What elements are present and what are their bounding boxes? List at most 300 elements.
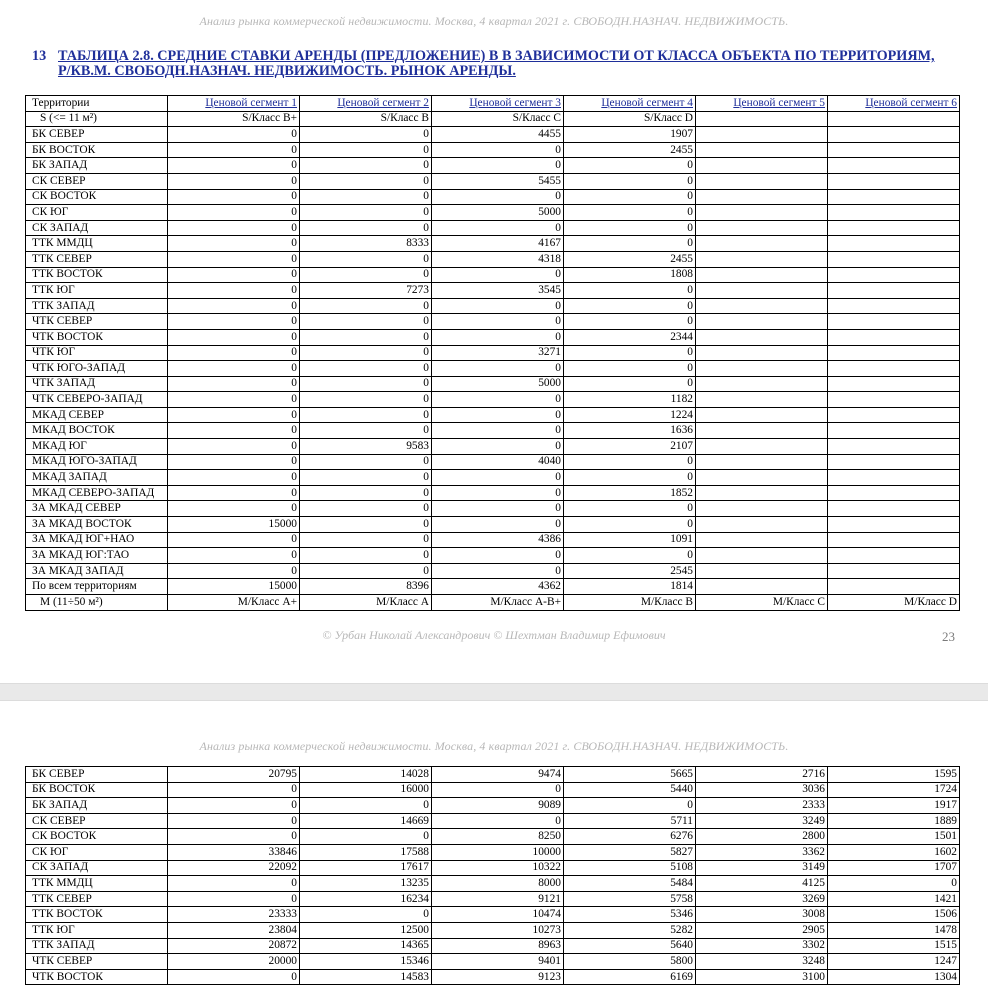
rate-cell (696, 236, 828, 252)
territory-label: ТТК СЕВЕР (26, 251, 168, 267)
rate-cell (828, 439, 960, 455)
rate-cell: 0 (300, 251, 432, 267)
rate-cell: 2800 (696, 829, 828, 845)
rate-cell: 0 (300, 501, 432, 517)
rate-cell: 7273 (300, 283, 432, 299)
territory-label: СК ЮГ (26, 205, 168, 221)
territory-label: ТТК ВОСТОК (26, 267, 168, 283)
table-row (26, 298, 960, 314)
rate-cell: 0 (564, 173, 696, 189)
rate-cell: 0 (432, 361, 564, 377)
rate-cell: 0 (168, 813, 300, 829)
rate-cell: 0 (168, 127, 300, 143)
table-row (26, 423, 960, 439)
rate-cell: 0 (300, 205, 432, 221)
rate-cell: 15346 (300, 954, 432, 970)
territory-label: ЧТК ЗАПАД (26, 376, 168, 392)
rate-cell: 16000 (300, 782, 432, 798)
rate-cell (696, 407, 828, 423)
rate-cell: 14669 (300, 813, 432, 829)
territory-label: БК ЗАПАД (26, 158, 168, 174)
rate-cell: 5108 (564, 860, 696, 876)
rate-cell: 10322 (432, 860, 564, 876)
table-row (26, 501, 960, 517)
rate-cell: 0 (168, 969, 300, 985)
rate-cell: 0 (432, 501, 564, 517)
rate-cell: 5827 (564, 844, 696, 860)
rate-cell: 0 (168, 485, 300, 501)
rate-cell (696, 532, 828, 548)
rate-cell: 0 (300, 314, 432, 330)
rate-cell: 23804 (168, 922, 300, 938)
table-row (26, 454, 960, 470)
rate-cell: 8963 (432, 938, 564, 954)
rate-cell (828, 267, 960, 283)
rate-cell: 4167 (432, 236, 564, 252)
rate-cell: 5640 (564, 938, 696, 954)
territory-label: БК ВОСТОК (26, 142, 168, 158)
territory-label: ТТК ММДЦ (26, 236, 168, 252)
rate-cell: 0 (564, 798, 696, 814)
table-row (26, 563, 960, 579)
rate-cell: 0 (300, 142, 432, 158)
rate-cell (828, 407, 960, 423)
rate-cell (828, 501, 960, 517)
rate-cell: 5000 (432, 205, 564, 221)
column-header-territory: Территории (26, 96, 168, 112)
rate-cell: 8000 (432, 876, 564, 892)
rate-cell: 0 (564, 345, 696, 361)
rate-cell: 15000 (168, 517, 300, 533)
rate-cell: 2344 (564, 329, 696, 345)
rate-cell: 8250 (432, 829, 564, 845)
rate-cell: 1808 (564, 267, 696, 283)
rate-cell (696, 361, 828, 377)
rate-cell: 0 (564, 205, 696, 221)
rate-cell (828, 298, 960, 314)
rate-cell: 0 (300, 454, 432, 470)
rate-cell: 0 (168, 470, 300, 486)
rate-cell: 0 (564, 189, 696, 205)
size-label: S (<= 11 м²) (26, 111, 168, 127)
territory-label: ЧТК СЕВЕР (26, 954, 168, 970)
rate-cell: 4318 (432, 251, 564, 267)
rate-cell: 1304 (828, 969, 960, 985)
rate-cell (696, 548, 828, 564)
rate-cell: 1247 (828, 954, 960, 970)
rate-cell: 4386 (432, 532, 564, 548)
rate-cell (828, 392, 960, 408)
rate-cell (828, 423, 960, 439)
rate-cell: 4362 (432, 579, 564, 595)
table-row (26, 127, 960, 143)
rate-cell: 2905 (696, 922, 828, 938)
table-row (26, 329, 960, 345)
rate-cell: 0 (300, 361, 432, 377)
territory-label: СК СЕВЕР (26, 173, 168, 189)
rate-cell (828, 361, 960, 377)
rate-cell (828, 470, 960, 486)
rate-cell: 5346 (564, 907, 696, 923)
table-row (26, 844, 960, 860)
table-row (26, 205, 960, 221)
rate-cell: 2455 (564, 251, 696, 267)
table-row (26, 236, 960, 252)
rate-cell (828, 579, 960, 595)
table-row (26, 361, 960, 377)
rate-cell (828, 532, 960, 548)
rate-cell: 0 (168, 392, 300, 408)
rate-cell: 5000 (432, 376, 564, 392)
rate-cell: 13235 (300, 876, 432, 892)
rate-cell (828, 314, 960, 330)
table-row (26, 798, 960, 814)
rate-cell: 5455 (432, 173, 564, 189)
territory-label: БК ВОСТОК (26, 782, 168, 798)
rate-cell: 0 (168, 563, 300, 579)
rate-cell (828, 205, 960, 221)
rate-cell: 1814 (564, 579, 696, 595)
rate-cell: 0 (564, 283, 696, 299)
rate-cell: 0 (300, 298, 432, 314)
rate-cell (696, 314, 828, 330)
table-row (26, 548, 960, 564)
table-row (26, 485, 960, 501)
territory-label: МКАД ЮГО-ЗАПАД (26, 454, 168, 470)
rate-cell: 0 (168, 267, 300, 283)
rate-cell: 10273 (432, 922, 564, 938)
rate-cell: 0 (168, 376, 300, 392)
territory-label: СК ЮГ (26, 844, 168, 860)
rate-cell: 0 (300, 189, 432, 205)
territory-label: СК ВОСТОК (26, 189, 168, 205)
rate-cell: 5758 (564, 891, 696, 907)
territory-label: ЗА МКАД ВОСТОК (26, 517, 168, 533)
rate-cell: 0 (564, 454, 696, 470)
rate-cell (696, 127, 828, 143)
rate-cell: 0 (432, 189, 564, 205)
rate-cell: 1224 (564, 407, 696, 423)
rate-cell (828, 517, 960, 533)
rate-cell: 5665 (564, 767, 696, 783)
rate-cell: 0 (300, 376, 432, 392)
rate-cell: 4040 (432, 454, 564, 470)
price-segment-link[interactable]: Ценовой сегмент 6 (828, 96, 960, 112)
class-row-m (26, 595, 960, 611)
rate-cell: 0 (168, 532, 300, 548)
rate-cell: 1889 (828, 813, 960, 829)
rate-cell (828, 158, 960, 174)
table-row (26, 938, 960, 954)
rate-cell: 0 (564, 517, 696, 533)
rate-cell: 12500 (300, 922, 432, 938)
rate-cell: 0 (432, 407, 564, 423)
rate-cell: 3302 (696, 938, 828, 954)
title-line-2[interactable]: Р/КВ.М. СВОБОДН.НАЗНАЧ. НЕДВИЖИМОСТЬ. РЫНОК АРЕНДЫ. (58, 63, 516, 79)
table-row (26, 220, 960, 236)
rate-cell: 1636 (564, 423, 696, 439)
rate-cell (696, 345, 828, 361)
territory-label: ЧТК ВОСТОК (26, 329, 168, 345)
price-segment-link[interactable]: Ценовой сегмент 2 (300, 96, 432, 112)
size-label: М (11÷50 м²) (26, 595, 168, 611)
rate-cell: 6169 (564, 969, 696, 985)
territory-label: ТТК ЮГ (26, 922, 168, 938)
table-row (26, 267, 960, 283)
rate-cell: 0 (432, 485, 564, 501)
rate-cell (696, 283, 828, 299)
rate-cell: 8333 (300, 236, 432, 252)
page-header-2: Анализ рынка коммерческой недвижимости. Москва, 4 квартал 2021 г. СВОБОДН.НАЗНАЧ. НЕДВИЖИМОСТЬ. (199, 739, 789, 753)
rate-cell (696, 485, 828, 501)
rate-cell (828, 563, 960, 579)
rate-cell: 0 (300, 470, 432, 486)
rate-cell: 6276 (564, 829, 696, 845)
rate-cell (828, 173, 960, 189)
rate-cell: 1595 (828, 767, 960, 783)
rate-cell: 0 (168, 454, 300, 470)
rate-cell (696, 517, 828, 533)
rate-cell: 0 (432, 423, 564, 439)
rate-cell: 10000 (432, 844, 564, 860)
rate-cell: 0 (168, 283, 300, 299)
territory-label: ТТК СЕВЕР (26, 891, 168, 907)
table-row (26, 158, 960, 174)
rate-cell: 0 (828, 876, 960, 892)
rate-cell (696, 205, 828, 221)
table-row (26, 142, 960, 158)
class-label: М/Класс С (696, 595, 828, 611)
rate-cell: 0 (168, 798, 300, 814)
table-row (26, 922, 960, 938)
rate-cell: 0 (168, 158, 300, 174)
rate-cell: 9089 (432, 798, 564, 814)
rate-cell (828, 236, 960, 252)
rate-cell: 0 (432, 142, 564, 158)
rent-rates-table (25, 95, 960, 611)
class-label (828, 111, 960, 127)
territory-label: ТТК ВОСТОК (26, 907, 168, 923)
table-row (26, 392, 960, 408)
rate-cell (828, 283, 960, 299)
class-label: S/Класс В+ (168, 111, 300, 127)
rate-cell: 17588 (300, 844, 432, 860)
rate-cell: 0 (168, 314, 300, 330)
rate-cell (828, 345, 960, 361)
table-row (26, 439, 960, 455)
rate-cell: 20795 (168, 767, 300, 783)
page-footer: © Урбан Николай Александрович © Шехтман Владимир Ефимович (322, 628, 666, 642)
table-row (26, 767, 960, 783)
rate-cell: 2716 (696, 767, 828, 783)
table-row (26, 532, 960, 548)
rate-cell (696, 423, 828, 439)
rate-cell: 0 (168, 548, 300, 564)
rent-rates-table-continued (25, 766, 960, 985)
price-segment-link[interactable]: Ценовой сегмент 1 (168, 96, 300, 112)
rate-cell: 0 (300, 548, 432, 564)
territory-label: ЧТК ВОСТОК (26, 969, 168, 985)
class-row-s (26, 111, 960, 127)
rate-cell: 1506 (828, 907, 960, 923)
rate-cell: 0 (432, 158, 564, 174)
rate-cell (696, 439, 828, 455)
class-label: S/Класс В (300, 111, 432, 127)
rate-cell: 0 (300, 563, 432, 579)
rate-cell: 0 (432, 392, 564, 408)
rate-cell: 0 (168, 829, 300, 845)
rate-cell: 1707 (828, 860, 960, 876)
rate-cell: 3100 (696, 969, 828, 985)
rate-cell (696, 142, 828, 158)
rate-cell: 1478 (828, 922, 960, 938)
rate-cell: 0 (300, 829, 432, 845)
rate-cell: 0 (300, 267, 432, 283)
table-row (26, 579, 960, 595)
rate-cell: 0 (168, 345, 300, 361)
rate-cell: 9583 (300, 439, 432, 455)
class-label (696, 111, 828, 127)
table-row (26, 345, 960, 361)
rate-cell: 14028 (300, 767, 432, 783)
rate-cell: 4125 (696, 876, 828, 892)
territory-label: ТТК ММДЦ (26, 876, 168, 892)
page-number: 23 (942, 629, 955, 644)
rate-cell: 0 (168, 251, 300, 267)
table-title (32, 49, 962, 79)
rate-cell: 0 (168, 236, 300, 252)
rate-cell: 0 (168, 782, 300, 798)
rate-cell: 0 (432, 329, 564, 345)
rate-cell: 3362 (696, 844, 828, 860)
rate-cell: 0 (168, 329, 300, 345)
rate-cell: 0 (168, 439, 300, 455)
rate-cell: 10474 (432, 907, 564, 923)
territory-label: МКАД СЕВЕР (26, 407, 168, 423)
table-row (26, 470, 960, 486)
territory-label: СК ЗАПАД (26, 860, 168, 876)
territory-label: ЧТК СЕВЕРО-ЗАПАД (26, 392, 168, 408)
rate-cell: 0 (300, 173, 432, 189)
territory-label: ЧТК ЮГО-ЗАПАД (26, 361, 168, 377)
territory-label: По всем территориям (26, 579, 168, 595)
rate-cell: 5800 (564, 954, 696, 970)
rate-cell: 0 (300, 407, 432, 423)
territory-label: ЗА МКАД СЕВЕР (26, 501, 168, 517)
territory-label: БК СЕВЕР (26, 767, 168, 783)
rate-cell: 1515 (828, 938, 960, 954)
territory-label: ТТК ЗАПАД (26, 938, 168, 954)
table-row (26, 876, 960, 892)
rate-cell: 0 (432, 782, 564, 798)
rate-cell: 1724 (828, 782, 960, 798)
rate-cell (828, 127, 960, 143)
rate-cell: 0 (564, 298, 696, 314)
rate-cell (696, 470, 828, 486)
territory-label: ЧТК ЮГ (26, 345, 168, 361)
table-row (26, 860, 960, 876)
rate-cell: 0 (300, 220, 432, 236)
rate-cell: 2455 (564, 142, 696, 158)
rate-cell: 0 (432, 314, 564, 330)
territory-label: ЗА МКАД ЮГ+НАО (26, 532, 168, 548)
rate-cell: 0 (300, 485, 432, 501)
class-label: S/Класс С (432, 111, 564, 127)
price-segment-link[interactable]: Ценовой сегмент 5 (696, 96, 828, 112)
class-label: М/Класс А-В+ (432, 595, 564, 611)
rate-cell: 0 (564, 236, 696, 252)
table-row (26, 517, 960, 533)
rate-cell: 0 (564, 314, 696, 330)
territory-label: МКАД ЗАПАД (26, 470, 168, 486)
territory-label: ЗА МКАД ЗАПАД (26, 563, 168, 579)
page-header: Анализ рынка коммерческой недвижимости. Москва, 4 квартал 2021 г. СВОБОДН.НАЗНАЧ. НЕДВИЖИМОСТЬ. (199, 14, 789, 28)
table-row (26, 407, 960, 423)
rate-cell: 0 (564, 220, 696, 236)
rate-cell (828, 220, 960, 236)
rate-cell: 0 (300, 798, 432, 814)
rate-cell: 3271 (432, 345, 564, 361)
rate-cell: 0 (432, 439, 564, 455)
class-label: S/Класс D (564, 111, 696, 127)
territory-label: МКАД СЕВЕРО-ЗАПАД (26, 485, 168, 501)
rate-cell (828, 548, 960, 564)
territory-label: СК ЗАПАД (26, 220, 168, 236)
rate-cell: 0 (300, 127, 432, 143)
rate-cell (696, 173, 828, 189)
rate-cell: 0 (564, 548, 696, 564)
table-row (26, 782, 960, 798)
rate-cell: 9123 (432, 969, 564, 985)
rate-cell (696, 376, 828, 392)
territory-label: БК ЗАПАД (26, 798, 168, 814)
rate-cell: 3036 (696, 782, 828, 798)
rate-cell: 20872 (168, 938, 300, 954)
rate-cell: 5282 (564, 922, 696, 938)
rate-cell (696, 220, 828, 236)
rate-cell: 22092 (168, 860, 300, 876)
table-row (26, 829, 960, 845)
rate-cell: 9121 (432, 891, 564, 907)
title-line-1[interactable]: ТАБЛИЦА 2.8. СРЕДНИЕ СТАВКИ АРЕНДЫ (ПРЕДЛОЖЕНИЕ) В В ЗАВИСИМОСТИ ОТ КЛАССА ОБЪЕКТА ПО ТЕРРИТОРИЯМ, (58, 48, 935, 64)
class-label: М/Класс В (564, 595, 696, 611)
rate-cell: 1602 (828, 844, 960, 860)
table-row (26, 189, 960, 205)
price-segment-link[interactable]: Ценовой сегмент 3 (432, 96, 564, 112)
rate-cell: 0 (300, 907, 432, 923)
rate-cell: 2107 (564, 439, 696, 455)
rate-cell: 0 (168, 501, 300, 517)
rate-cell: 0 (168, 361, 300, 377)
rate-cell: 0 (300, 532, 432, 548)
rate-cell: 17617 (300, 860, 432, 876)
rate-cell (696, 563, 828, 579)
rate-cell: 4455 (432, 127, 564, 143)
rate-cell: 0 (168, 189, 300, 205)
rate-cell (696, 251, 828, 267)
rate-cell (828, 189, 960, 205)
rate-cell: 0 (432, 220, 564, 236)
price-segment-link[interactable]: Ценовой сегмент 4 (564, 96, 696, 112)
rate-cell: 1501 (828, 829, 960, 845)
rate-cell: 0 (564, 158, 696, 174)
rate-cell (696, 329, 828, 345)
territory-label: МКАД ЮГ (26, 439, 168, 455)
table-header-row (26, 96, 960, 112)
rate-cell: 1182 (564, 392, 696, 408)
rate-cell: 0 (168, 407, 300, 423)
rate-cell: 3269 (696, 891, 828, 907)
